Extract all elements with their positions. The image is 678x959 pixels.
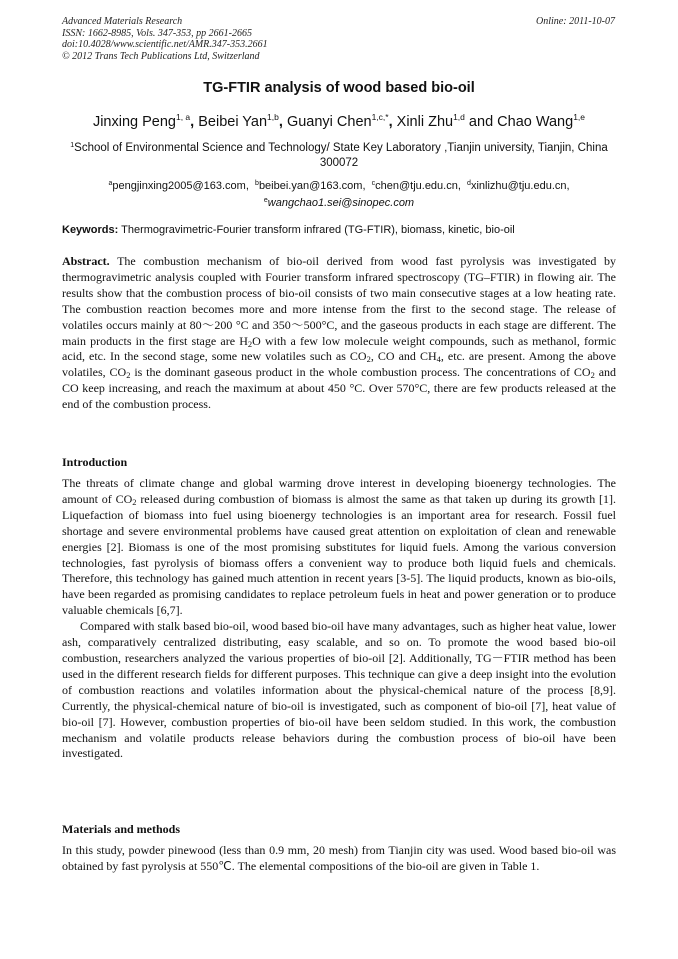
- subscript: 2: [126, 370, 131, 381]
- author-name: Guanyi Chen: [286, 114, 372, 130]
- author-sup: 1,d: [453, 112, 465, 122]
- author-name: Jinxing Peng: [92, 114, 176, 130]
- keywords-label: Keywords:: [62, 224, 119, 236]
- paragraph: Compared with stalk based bio-oil, wood based bio-oil have many advantages, such as higher heat value, lower ash, comparatively centralized distributing, easy scalable, and so on. To promote the wood based bio-oil combustion, researchers analyzed the various properties of bio-oil [2]. Additionally, TG－FTIR method has been used in the different research fields for different purposes. This technique can give a deep insight into the evolution of combustion reactions and volatiles information about the physical-chemical nature of the process [8,9]. Currently, the physical-chemical nature of bio-oil is investigated, such as component of bio-oil [7], heat value of bio-oil [7]. However, combustion properties of bio-oil have been seldom studied. In this work, the combustion mechanism and volatile products release behaviors during the combustion process of bio-oil have been investigated.: [62, 619, 616, 761]
- journal-header: [62, 16, 268, 62]
- email-address[interactable]: beibei.yan@163.com,: [258, 180, 366, 192]
- journal-name: Advanced Materials Research: [62, 16, 183, 27]
- author-list: [62, 112, 616, 130]
- author-separator: ,: [190, 114, 199, 130]
- email-sup: b: [255, 180, 259, 187]
- issn-line: ISSN: 1662-8985, Vols. 347-353, pp 2661-2665: [62, 27, 252, 39]
- author-sup: 1,c,*: [371, 112, 389, 122]
- email-sup: c: [371, 180, 376, 187]
- subscript: 2: [590, 370, 595, 381]
- paragraph-text: released during combustion of biomass is almost the same as that taken up during its growth [1]. Liquefaction of biomass into fuel using bioenergy technologies is an important area for research. Fossil fuel shortage and severe environmental problems have caused great attention on exploitation of clean and renewable energies [2]. Biomass is one of the most promising substitutes for liquid fuels. Among the various conversion technologies, fast pyrolysis of biomass offers a convenient way to produce both liquid fuels and chemicals. Therefore, this technology has gained much attention in recent years [3-5]. The liquid products, known as bio-oils, have been regarded as promising candidates to replace petroleum fuels in heat and power generation or to produce valuable chemicals [6,7].: [62, 491, 616, 618]
- email-sup: d: [467, 180, 471, 187]
- email-sup: a: [108, 180, 113, 187]
- paragraph-text: The threats of climate change and global warming drove interest in developing bioenergy technologies. The amount of CO: [62, 476, 616, 506]
- subscript: 4: [436, 354, 441, 365]
- keywords: [62, 224, 616, 236]
- affiliation: [62, 139, 616, 170]
- subscript: 2: [247, 338, 253, 349]
- author-separator: ,: [388, 114, 397, 130]
- email-address[interactable]: xinlizhu@tju.edu.cn,: [470, 180, 570, 192]
- author-separator: ,: [278, 114, 287, 130]
- affiliation-sup: 1: [70, 142, 75, 149]
- paragraph: [62, 476, 616, 619]
- methods-paragraph: In this study, powder pinewood (less than 0.9 mm, 20 mesh) from Tianjin city was used. Wood based bio-oil was obtained by fast pyrolysis at 550℃. The elemental compositions of the bio-oil are given in Table 1.: [62, 843, 616, 873]
- introduction-heading: Introduction: [62, 455, 128, 469]
- abstract-label: Abstract.: [62, 254, 110, 268]
- author-and: and: [464, 114, 498, 130]
- abstract-text: O with a few low molecule weight compounds, such as methanol, formic acid, etc. In the second stage, some new volatiles such as CO: [62, 333, 617, 364]
- author-sup: 1,e: [573, 112, 586, 122]
- methods-heading: Materials and methods: [62, 822, 180, 836]
- online-date: Online: 2011-10-07: [536, 16, 615, 27]
- keywords-text: Thermogravimetric-Fourier transform infrared (TG-FTIR), biomass, kinetic, bio-oil: [121, 224, 515, 236]
- email-address[interactable]: chen@tju.edu.cn,: [375, 180, 461, 192]
- email-address[interactable]: pengjinxing2005@163.com,: [112, 180, 249, 192]
- email-sup: e: [263, 196, 268, 204]
- abstract-text: The combustion mechanism of bio-oil derived from wood fast pyrolysis was investigated by thermogravimetric analysis coupled with Fourier transform infrared spectroscopy (TG–FTIR) in flowing air. The results show that the combustion process of bio-oil consists of two main consecutive stages at a low heating rate. The combustion reaction becomes more and more intense from the first to the second stage. The release of volatiles occurs mainly at 80～200 °C and 350～500°C, and the gaseous products in each stage are different. The main products in the first stage are H: [62, 254, 616, 348]
- abstract: [62, 254, 616, 413]
- email-address[interactable]: wangchao1.sei@sinopec.com: [267, 196, 415, 209]
- email-list: [62, 177, 616, 210]
- affiliation-text: School of Environmental Science and Technology/ State Key Laboratory ,Tianjin university, Tianjin, China 300072: [74, 142, 608, 169]
- author-name: Chao Wang: [497, 114, 574, 130]
- abstract-text: , etc. are present. Among the above volatiles, CO: [62, 349, 617, 380]
- abstract-text: and CO keep increasing, and reach the maximum at about 450 °C. Over 570°C, there are few products released at the end of the combustion process.: [62, 365, 617, 412]
- subscript: 2: [366, 354, 371, 365]
- author-name: Beibei Yan: [198, 114, 268, 130]
- abstract-text: , CO and CH: [370, 349, 437, 364]
- copyright-line: © 2012 Trans Tech Publications Ltd, Switzerland: [62, 50, 260, 62]
- author-name: Xinli Zhu: [396, 114, 454, 130]
- introduction-body: [62, 476, 616, 762]
- subscript: 2: [132, 496, 137, 507]
- author-sup: 1,b: [267, 112, 279, 122]
- paper-title: TG-FTIR analysis of wood based bio-oil: [203, 80, 475, 96]
- abstract-text: is the dominant gaseous product in the whole combustion process. The concentrations of CO: [130, 365, 591, 380]
- doi-line[interactable]: doi:10.4028/www.scientific.net/AMR.347-353.2661: [62, 39, 268, 50]
- author-sup: 1, a: [175, 112, 191, 122]
